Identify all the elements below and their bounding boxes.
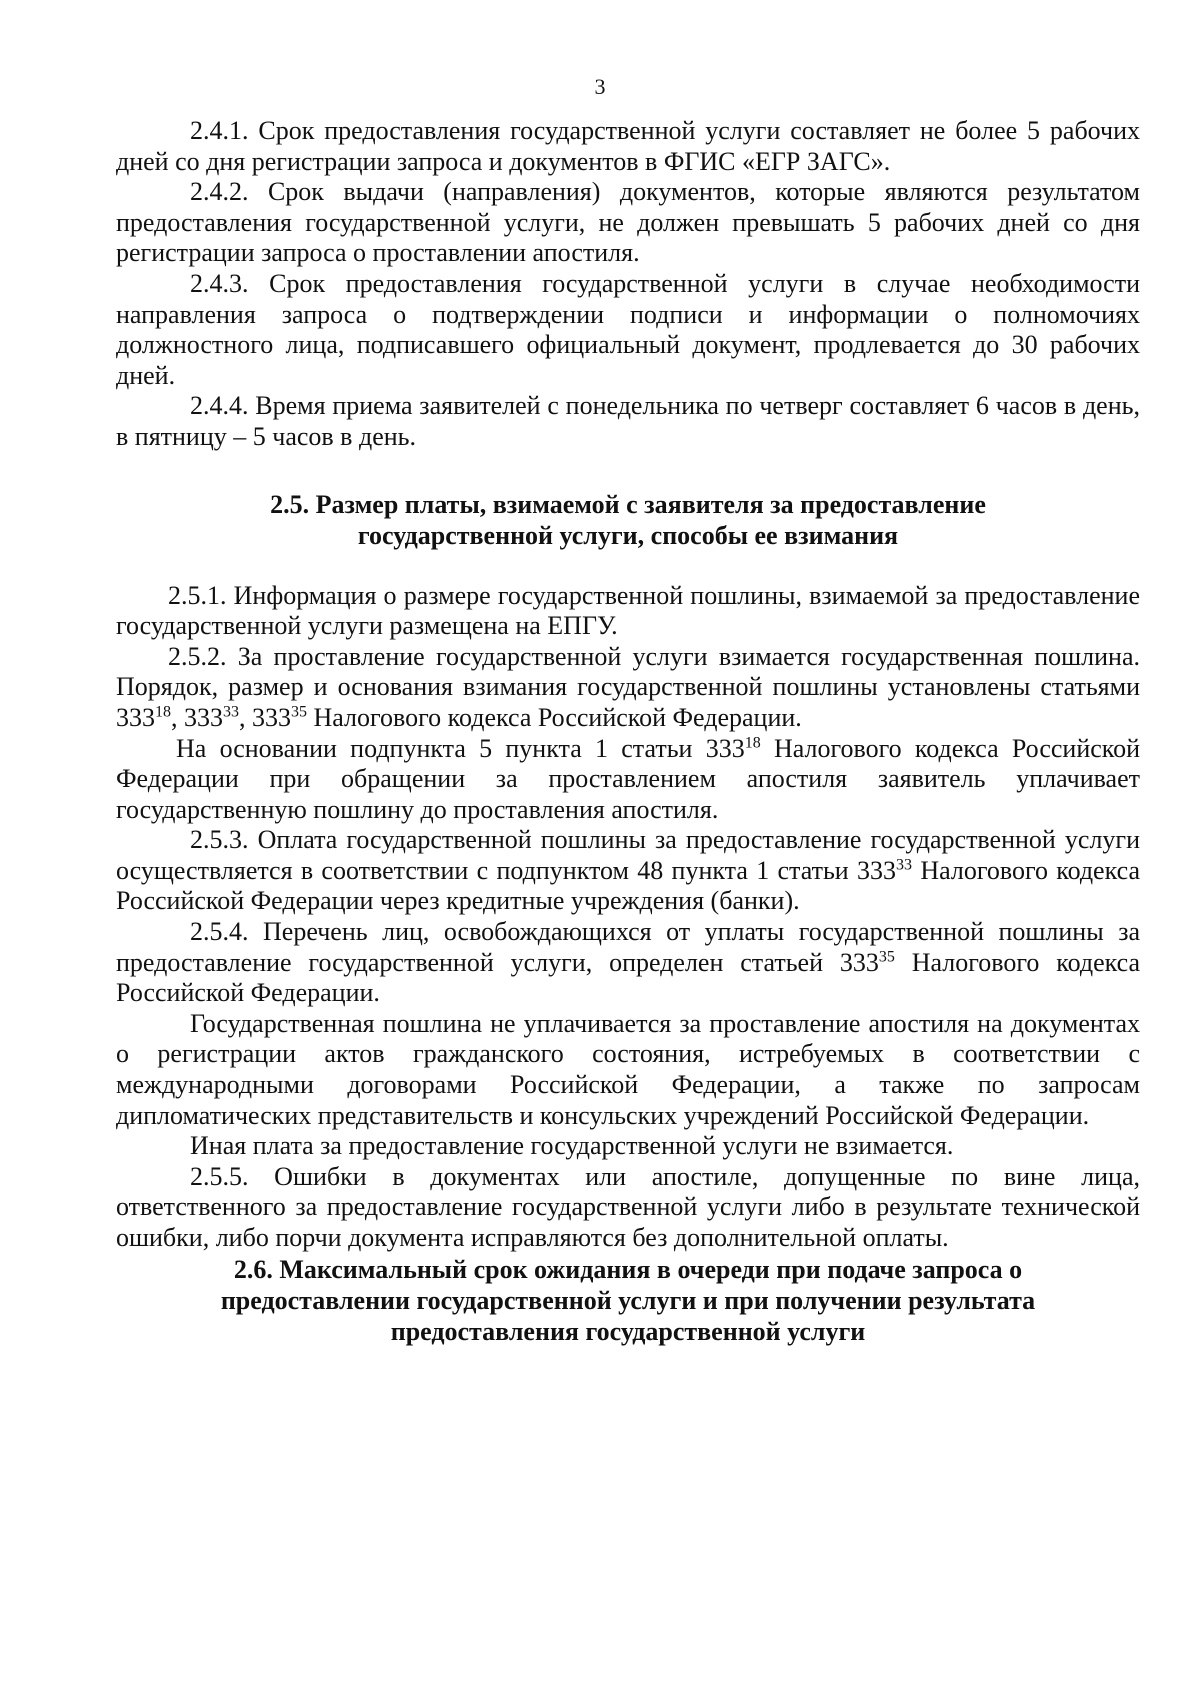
spacer <box>116 551 1140 581</box>
document-body <box>116 116 1140 1347</box>
paragraph-duty-exempt: Государственная пошлина не уплачивается за проставление апостиля на документах о регистрации актов гражданского состояния, истребуемых в соответствии с международными договорами Российской Федерации, а также по запросам дипломатических представительств и консульских учреждений Российской Федерации. <box>116 1008 1140 1130</box>
text-run: 2.5.3. Оплата государственной пошлины за предоставление государственной услуги осуществляется в соответствии с подпунктом 48 пункта 1 статьи 333 <box>116 825 1140 885</box>
text-run: , 333 <box>171 702 223 732</box>
paragraph-2-4-2: 2.4.2. Срок выдачи (направления) документов, которые являются результатом предоставления государственной услуги, не должен превышать 5 рабочих дней со дня регистрации запроса о проставлении апостиля. <box>116 177 1140 268</box>
section-heading-2-5 <box>116 489 1140 551</box>
paragraph-2-4-3: 2.4.3. Срок предоставления государственной услуги в случае необходимости направления запроса о подтверждении подписи и информации о полномочиях должностного лица, подписавшего официальный документ, продлевается до 30 рабочих дней. <box>116 268 1140 390</box>
paragraph-2-5-5: 2.5.5. Ошибки в документах или апостиле, допущенные по вине лица, ответственного за предоставление государственной услуги либо в результате технической ошибки, либо порчи документа исправляются без дополнительной оплаты. <box>116 1161 1140 1252</box>
heading-line: 2.5. Размер платы, взимаемой с заявителя за предоставление <box>270 489 986 519</box>
text-run: На основании подпункта 5 пункта 1 статьи 333 <box>176 733 745 763</box>
paragraph-2-4-1: 2.4.1. Срок предоставления государственной услуги составляет не более 5 рабочих дней со дня регистрации запроса и документов в ФГИС «ЕГР ЗАГС». <box>116 116 1140 176</box>
heading-line: предоставления государственной услуги <box>390 1316 866 1346</box>
paragraph-2-5-1: 2.5.1. Информация о размере государственной пошлины, взимаемой за предоставление государственной услуги размещена на ЕПГУ. <box>116 580 1140 641</box>
superscript: 35 <box>878 948 895 965</box>
superscript: 33 <box>896 856 913 874</box>
section-heading-2-6 <box>116 1254 1140 1347</box>
superscript: 35 <box>291 703 307 721</box>
superscript: 18 <box>744 733 761 751</box>
text-run: Налогового кодекса Российской Федерации через кредитные учреждения (банки). <box>116 855 1140 916</box>
text-run: Налогового кодекса Российской Федерации. <box>116 947 1140 1008</box>
paragraph-2-5-2 <box>116 642 1140 734</box>
spacer <box>116 453 1140 489</box>
page-number: 3 <box>594 74 606 99</box>
heading-line: предоставлении государственной услуги и при получении результата <box>220 1285 1036 1315</box>
paragraph-2-5-3 <box>116 825 1140 917</box>
text-run: Налогового кодекса Российской Федерации. <box>307 702 802 732</box>
paragraph-2-4-4: 2.4.4. Время приема заявителей с понедельника по четверг составляет 6 часов в день, в пятницу – 5 часов в день. <box>116 391 1140 451</box>
paragraph-basis <box>116 734 1140 826</box>
superscript: 18 <box>155 703 171 721</box>
paragraph-other-fee: Иная плата за предоставление государственной услуги не взимается. <box>190 1131 954 1161</box>
heading-line: государственной услуги, способы ее взимания <box>357 520 899 550</box>
text-run: Налогового кодекса Российской Федерации при обращении за проставлением апостиля заявитель уплачивает государственную пошлину до проставления апостиля. <box>116 733 1141 824</box>
text-run: 2.5.4. Перечень лиц, освобождающихся от уплаты государственной пошлины за предоставление государственной услуги, определен статьей 333 <box>116 917 1140 977</box>
text-run: , 333 <box>239 702 291 732</box>
paragraph-2-5-4 <box>116 917 1140 1009</box>
superscript: 33 <box>223 703 239 721</box>
heading-line: 2.6. Максимальный срок ожидания в очереди при подаче запроса о <box>233 1254 1023 1284</box>
text-run: 2.5.2. За проставление государственной услуги взимается государственная пошлина. Порядок, размер и основания взимания государственной пошлины установлены статьями 333 <box>116 641 1140 732</box>
